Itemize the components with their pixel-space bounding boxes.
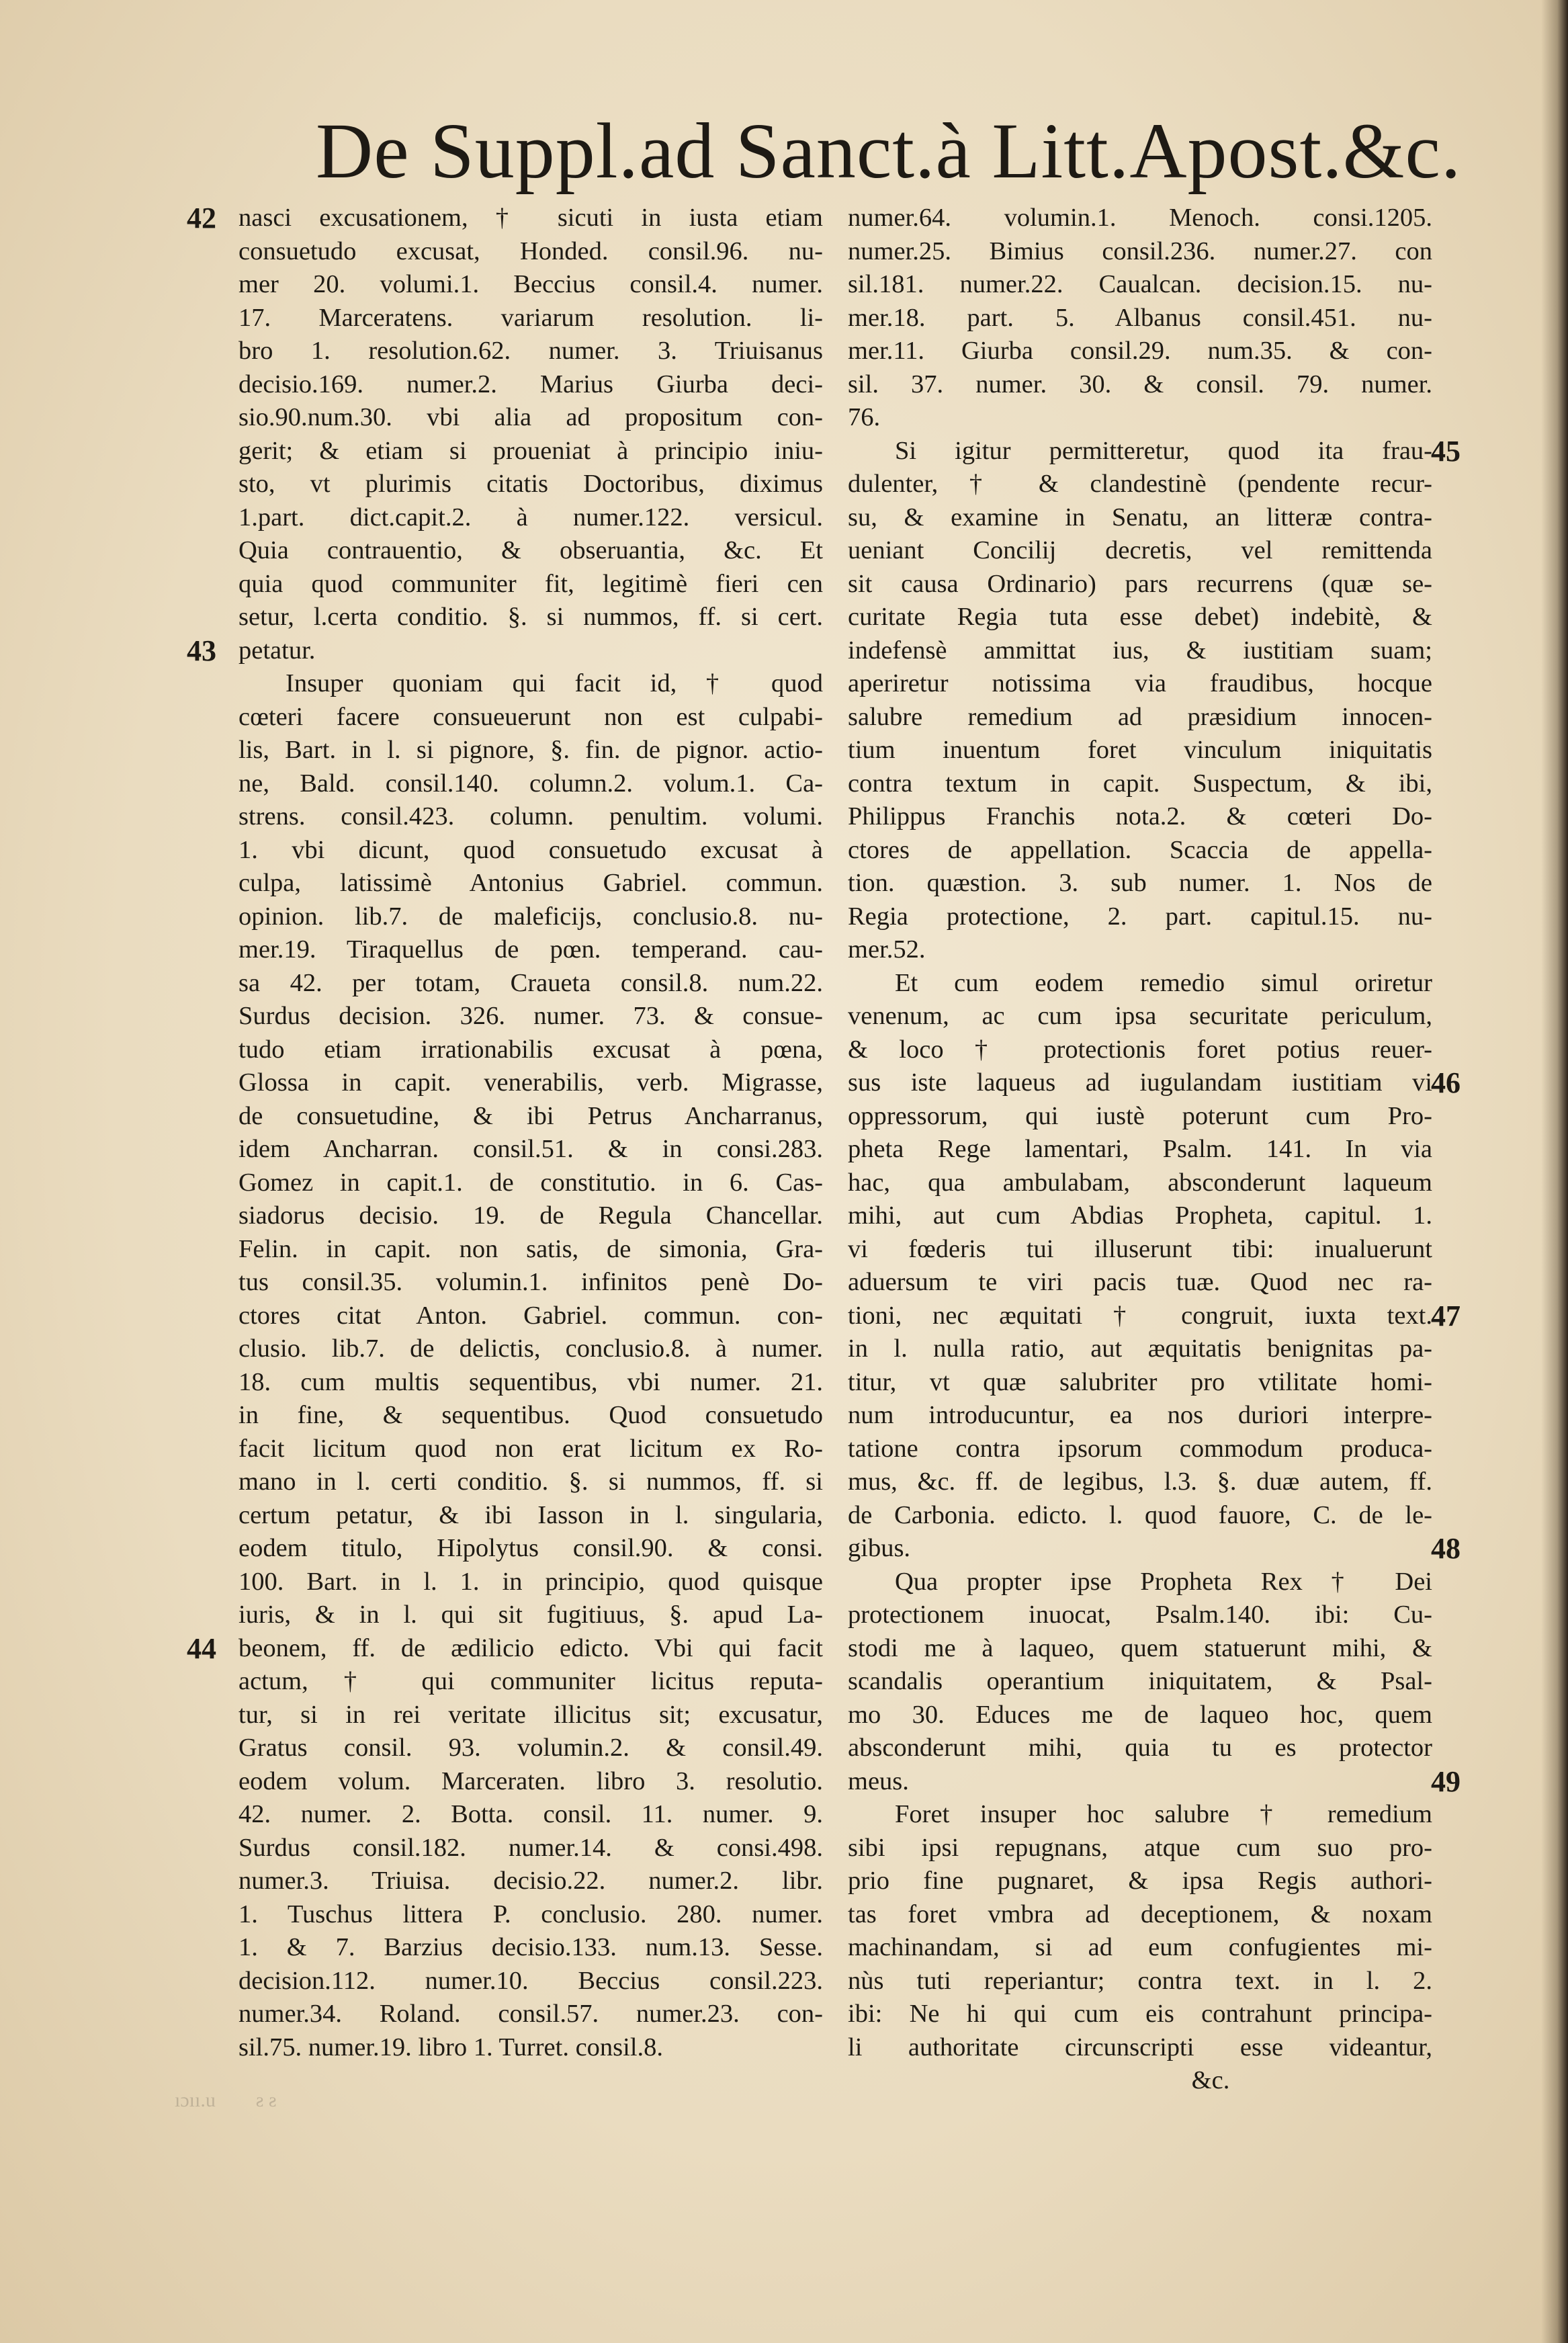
- marginal-number: 47: [1431, 1299, 1461, 1332]
- text-line: mer.19. Tiraquellus de pœn. temperand. cau-: [238, 935, 823, 964]
- text-line: prio fine pugnaret, & ipsa Regis authori-: [848, 1867, 1432, 1895]
- text-line: 42. numer. 2. Botta. consil. 11. numer. 9.: [238, 1800, 823, 1828]
- text-line: meus.: [848, 1766, 909, 1795]
- text-line: & loco † protectionis foret potius reuer-: [848, 1035, 1432, 1064]
- right-text-column: [848, 202, 1432, 2094]
- text-line: ueniant Concilij decretis, vel remittenda: [848, 536, 1432, 564]
- text-line: sto, vt plurimis citatis Doctoribus, diximus: [238, 470, 823, 498]
- text-line: num introducuntur, ea nos duriori interpre-: [848, 1401, 1432, 1429]
- text-line: 18. cum multis sequentibus, vbi numer. 21.: [238, 1367, 823, 1396]
- text-line: Philippus Franchis nota.2. & cœteri Do-: [848, 802, 1432, 830]
- text-line: Gratus consil. 93. volumin.2. & consil.49.: [238, 1734, 823, 1762]
- text-line: sio.90.num.30. vbi alia ad propositum con-: [238, 403, 823, 431]
- text-line: culpa, latissimè Antonius Gabriel. commun.: [238, 869, 823, 897]
- text-line: numer.64. volumin.1. Menoch. consi.1205.: [848, 204, 1432, 232]
- text-line: li authoritate circunscripti esse videantur,: [848, 2033, 1432, 2061]
- text-line: consuetudo excusat, Honded. consil.96. nu-: [238, 237, 823, 265]
- marginal-number: 42: [187, 202, 216, 235]
- text-line: sil. 37. numer. 30. & consil. 79. numer.: [848, 370, 1432, 398]
- text-line: su, & examine in Senatu, an litteræ contra-: [848, 503, 1432, 531]
- text-line: cœteri facere consueuerunt non est culpabi-: [238, 702, 823, 731]
- text-line: facit licitum quod non erat licitum ex Ro-: [238, 1434, 823, 1463]
- text-line: ibi: Ne hi qui cum eis contrahunt principa-: [848, 2000, 1432, 2028]
- text-line: clusio. lib.7. de delictis, conclusio.8. à numer.: [238, 1334, 823, 1363]
- text-line: hac, qua ambulabam, absconderunt laqueum: [848, 1168, 1432, 1197]
- marginal-number: 43: [187, 634, 216, 667]
- text-line: salubre remedium ad præsidium innocen-: [848, 702, 1432, 731]
- text-line: titur, vt quæ salubriter pro vtilitate homi-: [848, 1367, 1432, 1396]
- text-line: Surdus decision. 326. numer. 73. & consue-: [238, 1002, 823, 1030]
- text-line: actum, † qui communiter licitus reputa-: [238, 1667, 823, 1695]
- text-line: 76.: [848, 403, 881, 431]
- text-line: contra textum in capit. Suspectum, & ibi,: [848, 769, 1432, 798]
- text-line: 1. Tuschus littera P. conclusio. 280. numer.: [238, 1900, 823, 1928]
- text-line: sil.75. numer.19. libro 1. Turret. consil.8.: [238, 2033, 664, 2061]
- marginal-number: 48: [1431, 1532, 1461, 1565]
- text-line: Surdus consil.182. numer.14. & consi.498.: [238, 1833, 823, 1862]
- ink-bleed-through: ıɔıı.u ƨ ƨ: [175, 2089, 277, 2111]
- marginal-number: 45: [1431, 434, 1461, 468]
- text-line: Et cum eodem remedio simul oriretur: [895, 968, 1432, 997]
- text-line: nasci excusationem, † sicuti in iusta etiam: [238, 204, 823, 232]
- text-line: dulenter, † & clandestinè (pendente recur-: [848, 470, 1432, 498]
- text-line: Regia protectione, 2. part. capitul.15. nu-: [848, 902, 1432, 931]
- text-line: mer.18. part. 5. Albanus consil.451. nu-: [848, 303, 1432, 332]
- text-line: numer.3. Triuisa. decisio.22. numer.2. libr.: [238, 1867, 823, 1895]
- text-line: in l. nulla ratio, aut æquitatis benignitas pa-: [848, 1334, 1432, 1363]
- text-line: 17. Marceratens. variarum resolution. li-: [238, 303, 823, 332]
- text-line: Glossa in capit. venerabilis, verb. Migrasse,: [238, 1068, 823, 1097]
- text-line: venenum, ac cum ipsa securitate periculum,: [848, 1002, 1432, 1030]
- text-line: mihi, aut cum Abdias Propheta, capitul. 1.: [848, 1201, 1432, 1230]
- text-line: mer.11. Giurba consil.29. num.35. & con-: [848, 337, 1432, 365]
- text-line: aduersum te viri pacis tuæ. Quod nec ra-: [848, 1268, 1432, 1296]
- text-line: sibi ipsi repugnans, atque cum suo pro-: [848, 1833, 1432, 1862]
- text-line: lis, Bart. in l. si pignore, §. fin. de pignor. actio-: [238, 736, 823, 764]
- text-line: sa 42. per totam, Craueta consil.8. num.22.: [238, 968, 823, 997]
- text-line: ctores de appellation. Scaccia de appella-: [848, 835, 1432, 864]
- text-line: tus consil.35. volumin.1. infinitos penè Do-: [238, 1268, 823, 1296]
- text-line: gerit; & etiam si proueniat à principio iniu-: [238, 436, 823, 465]
- text-line: protectionem inuocat, Psalm.140. ibi: Cu-: [848, 1601, 1432, 1629]
- text-line: iuris, & in l. qui sit fugitiuus, §. apud La-: [238, 1601, 823, 1629]
- text-line: numer.34. Roland. consil.57. numer.23. con-: [238, 2000, 823, 2028]
- text-line: 1. vbi dicunt, quod consuetudo excusat à: [238, 835, 823, 864]
- text-line: oppressorum, qui iustè poterunt cum Pro-: [848, 1101, 1432, 1130]
- text-line: ne, Bald. consil.140. column.2. volum.1. Ca-: [238, 769, 823, 798]
- text-line: nùs tuti reperiantur; contra text. in l. 2.: [848, 1966, 1432, 1995]
- text-line: absconderunt mihi, quia tu es protector: [848, 1734, 1432, 1762]
- text-line: quia quod communiter fit, legitimè fieri cen: [238, 569, 823, 598]
- text-line: mo 30. Educes me de laqueo hoc, quem: [848, 1700, 1432, 1729]
- text-line: tur, si in rei veritate illicitus sit; excusatur,: [238, 1700, 823, 1729]
- running-header: De Suppl.ad Sanct.à Litt.Apost.&c.: [316, 107, 1462, 195]
- text-line: scandalis operantium iniquitatem, & Psal-: [848, 1667, 1432, 1695]
- text-line: tudo etiam irrationabilis excusat à pœna,: [238, 1035, 823, 1064]
- text-line: tioni, nec æquitati † congruit, iuxta text.: [848, 1301, 1432, 1330]
- text-line: 100. Bart. in l. 1. in principio, quod quisque: [238, 1567, 823, 1596]
- text-line: sil.181. numer.22. Caualcan. decision.15. nu-: [848, 270, 1432, 298]
- marginal-number: 49: [1431, 1764, 1461, 1798]
- text-line: vi fœderis tui illuserunt tibi: inualuerunt: [848, 1234, 1432, 1263]
- text-line: eodem volum. Marceraten. libro 3. resolutio.: [238, 1766, 823, 1795]
- text-line: pheta Rege lamentari, Psalm. 141. In via: [848, 1135, 1432, 1163]
- text-line: eodem titulo, Hipolytus consil.90. & consi.: [238, 1534, 823, 1562]
- text-line: Felin. in capit. non satis, de simonia, Gra-: [238, 1234, 823, 1263]
- text-line: &c.: [1191, 2066, 1230, 2094]
- text-line: beonem, ff. de ædilicio edicto. Vbi qui facit: [238, 1633, 823, 1662]
- text-line: Insuper quoniam qui facit id, † quod: [286, 669, 823, 697]
- text-line: Si igitur permitteretur, quod ita frau-: [895, 436, 1432, 465]
- text-line: certum petatur, & ibi Iasson in l. singularia,: [238, 1500, 823, 1529]
- text-line: machinandam, si ad eum confugientes mi-: [848, 1933, 1432, 1961]
- text-line: curitate Regia tuta esse debet) indebitè, &: [848, 603, 1432, 631]
- text-line: indefensè ammittat ius, & iustitiam suam;: [848, 636, 1432, 665]
- text-line: ctores citat Anton. Gabriel. commun. con-: [238, 1301, 823, 1330]
- text-line: tium inuentum foret vinculum iniquitatis: [848, 736, 1432, 764]
- text-line: mer.52.: [848, 935, 926, 964]
- text-line: setur, l.certa conditio. §. si nummos, ff. si cert.: [238, 603, 823, 631]
- text-line: sus iste laqueus ad iugulandam iustitiam vi: [848, 1068, 1432, 1097]
- text-line: sit causa Ordinario) pars recurrens (quæ se-: [848, 569, 1432, 598]
- text-line: mano in l. certi conditio. §. si nummos, ff. si: [238, 1467, 823, 1496]
- text-line: de Carbonia. edicto. l. quod fauore, C. de le-: [848, 1500, 1432, 1529]
- text-line: stodi me à laqueo, quem statuerunt mihi, &: [848, 1633, 1432, 1662]
- text-line: aperiretur notissima via fraudibus, hocque: [848, 669, 1432, 697]
- text-line: opinion. lib.7. de maleficijs, conclusio.8. nu-: [238, 902, 823, 931]
- text-line: decisio.169. numer.2. Marius Giurba deci-: [238, 370, 823, 398]
- text-line: Foret insuper hoc salubre † remedium: [895, 1800, 1432, 1828]
- left-text-column: [238, 202, 823, 2070]
- marginal-number: 46: [1431, 1066, 1461, 1099]
- text-line: Gomez in capit.1. de constitutio. in 6. Cas-: [238, 1168, 823, 1197]
- text-line: siadorus decisio. 19. de Regula Chancellar.: [238, 1201, 823, 1230]
- text-line: tas foret vmbra ad deceptionem, & noxam: [848, 1900, 1432, 1928]
- text-line: idem Ancharran. consil.51. & in consi.283.: [238, 1135, 823, 1163]
- text-line: numer.25. Bimius consil.236. numer.27. con: [848, 237, 1432, 265]
- text-line: de consuetudine, & ibi Petrus Ancharranus,: [238, 1101, 823, 1130]
- text-line: gibus.: [848, 1534, 911, 1562]
- text-line: in fine, & sequentibus. Quod consuetudo: [238, 1401, 823, 1429]
- text-line: strens. consil.423. column. penultim. volumi.: [238, 802, 823, 830]
- book-spine-shadow: [1541, 0, 1568, 2343]
- marginal-number: 44: [187, 1631, 216, 1665]
- text-line: bro 1. resolution.62. numer. 3. Triuisanus: [238, 337, 823, 365]
- text-line: tion. quæstion. 3. sub numer. 1. Nos de: [848, 869, 1432, 897]
- text-line: 1. & 7. Barzius decisio.133. num.13. Sesse.: [238, 1933, 823, 1961]
- text-line: petatur.: [238, 636, 316, 665]
- text-line: 1.part. dict.capit.2. à numer.122. versicul.: [238, 503, 823, 531]
- text-line: mus, &c. ff. de legibus, l.3. §. duæ autem, ff.: [848, 1467, 1432, 1496]
- text-line: mer 20. volumi.1. Beccius consil.4. numer.: [238, 270, 823, 298]
- text-line: Qua propter ipse Propheta Rex † Dei: [895, 1567, 1432, 1596]
- text-line: tatione contra ipsorum commodum produca-: [848, 1434, 1432, 1463]
- text-line: Quia contrauentio, & obseruantia, &c. Et: [238, 536, 823, 564]
- text-line: decision.112. numer.10. Beccius consil.223.: [238, 1966, 823, 1995]
